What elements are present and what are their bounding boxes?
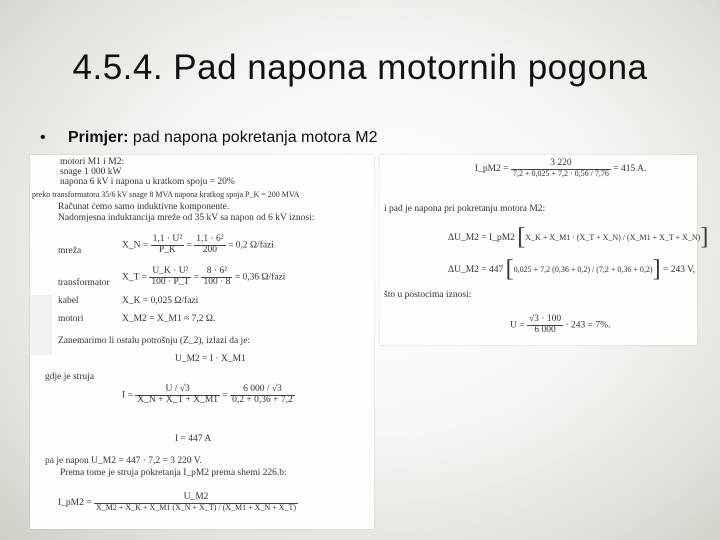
equals: = — [222, 390, 228, 401]
fraction — [151, 235, 185, 256]
fraction — [149, 267, 191, 288]
text-line: motori M1 i M2: — [60, 157, 125, 167]
denominator: X_M2 + X_K + X_M1 (X_N + X_T) / (X_M1 + X_N + X_T) — [95, 502, 297, 512]
bullet-bold-label: Primjer: — [68, 129, 129, 146]
numerator: √3 · 100 — [528, 314, 562, 324]
numerator: 1,1 · U² — [152, 234, 183, 244]
formula-symbol: ΔU_M2 = I_pM2 — [448, 232, 515, 243]
value-kabel: X_K = 0,025 Ω/fazi — [122, 296, 199, 306]
text-line: U_M2 = I · X_M1 — [175, 354, 246, 364]
text-line: Zanemarimo li ostalu potrošnju (Z_2), izlazi da je: — [58, 336, 251, 346]
formula-percentage — [510, 315, 610, 336]
formula-voltage-drop-value — [448, 257, 695, 282]
formula-transformator — [122, 267, 285, 288]
slide-title: 4.5.4. Pad napona motornih pogona — [72, 48, 648, 87]
denominator: 7,2 + 0,025 + 7,2 · 0,56 / 7,76 — [512, 168, 609, 178]
denominator: P_K — [158, 244, 176, 255]
equals: = — [186, 240, 192, 251]
result: = 0,2 Ω/fazi — [227, 240, 274, 251]
result: = 0,36 Ω/fazi — [234, 272, 286, 283]
label-transformator: transformator — [58, 278, 110, 288]
text-line: Računat ćemo samo induktivne komponente. — [58, 202, 230, 212]
formula-starting-current-value — [475, 159, 646, 178]
denominator: 100 · 8 — [203, 276, 231, 287]
formula-current — [122, 385, 295, 406]
result: · 243 = 7%. — [565, 320, 611, 331]
scanned-page-right — [380, 155, 709, 345]
numerator: U_M2 — [94, 493, 298, 504]
fraction — [94, 493, 298, 512]
formula-symbol: X_N = — [122, 240, 149, 251]
formula-symbol: I_pM2 = — [58, 497, 92, 508]
denominator: 100 · P_T — [151, 276, 190, 287]
label-mreza: mreža — [58, 246, 82, 256]
label-motori: motori — [58, 314, 84, 324]
text-line: i pad je napona pri pokretanju motora M2: — [384, 204, 546, 214]
denominator: 200 — [202, 244, 218, 255]
bullet-line — [40, 129, 378, 147]
text-line: Prema tome je struja pokretanja I_pM2 prema shemi 226.b: — [60, 468, 287, 478]
text-line: što u postocima iznosi: — [384, 290, 472, 300]
value-motori: X_M2 = X_M1 ≈ 7,2 Ω. — [122, 314, 216, 324]
fraction — [135, 385, 220, 406]
fraction — [230, 385, 295, 406]
bracket: ] — [652, 256, 661, 282]
text-line: gdje je struja — [45, 372, 95, 382]
result-current: I = 447 A — [175, 434, 212, 444]
result: = 415 A. — [613, 163, 647, 174]
denominator: 0,2 + 0,36 + 7,2 — [232, 394, 293, 405]
fraction — [527, 315, 563, 336]
numerator: 1,1 · 6² — [196, 234, 224, 244]
bullet-dot: • — [40, 129, 46, 146]
text-line: snage 1 000 kW — [60, 167, 122, 177]
numerator: 3 220 — [511, 159, 611, 170]
bracket-content: X_K + X_M1 · (X_T + X_N) / (X_M1 + X_T + X_N) — [525, 232, 701, 242]
result: = 243 V, — [662, 264, 696, 275]
formula-symbol: U = — [510, 320, 525, 331]
numerator: U_K · U² — [149, 267, 191, 278]
text-line: pa je napon U_M2 = 447 · 7,2 = 3 220 V. — [45, 456, 202, 466]
numerator: 8 · 6² — [201, 267, 232, 278]
formula-symbol: X_T = — [122, 272, 147, 283]
scan-artifact — [30, 295, 52, 355]
formula-symbol: I_pM2 = — [475, 163, 509, 174]
bracket: [ — [505, 256, 514, 282]
numerator: U / √3 — [135, 385, 220, 396]
fraction — [511, 159, 611, 178]
scanned-page-left — [30, 155, 374, 529]
text-line: Nadomjesna induktancija mreže od 35 kV sa napon od 6 kV iznosi: — [58, 213, 315, 223]
denominator: X_N + X_T + X_M1 — [137, 394, 219, 405]
fraction — [194, 235, 225, 256]
text-line: preko transformatora 35/6 kV snage 8 MVA napona kratkog spoja P_K = 200 MVA — [32, 190, 300, 199]
text-line: napona 6 kV i napona u kratkom spoju = 20% — [60, 177, 235, 187]
formula-symbol: ΔU_M2 = 447 — [448, 264, 504, 275]
equals: = — [193, 272, 200, 283]
denominator: 6 000 — [534, 324, 556, 335]
fraction — [201, 267, 232, 288]
numerator: 6 000 / √3 — [230, 385, 295, 396]
bracket-content: 0,025 + 7,2 (0,36 + 0,2) / (7,2 + 0,36 + 0,2) — [513, 264, 653, 274]
bracket: ] — [700, 224, 709, 250]
formula-voltage-drop — [448, 225, 708, 250]
formula-symbol: I = — [122, 390, 133, 401]
bullet-text: pad napona pokretanja motora M2 — [128, 129, 378, 146]
bracket: [ — [517, 224, 526, 250]
label-kabel: kabel — [58, 296, 79, 306]
formula-mreza — [122, 235, 274, 256]
formula-starting-current — [58, 493, 298, 512]
